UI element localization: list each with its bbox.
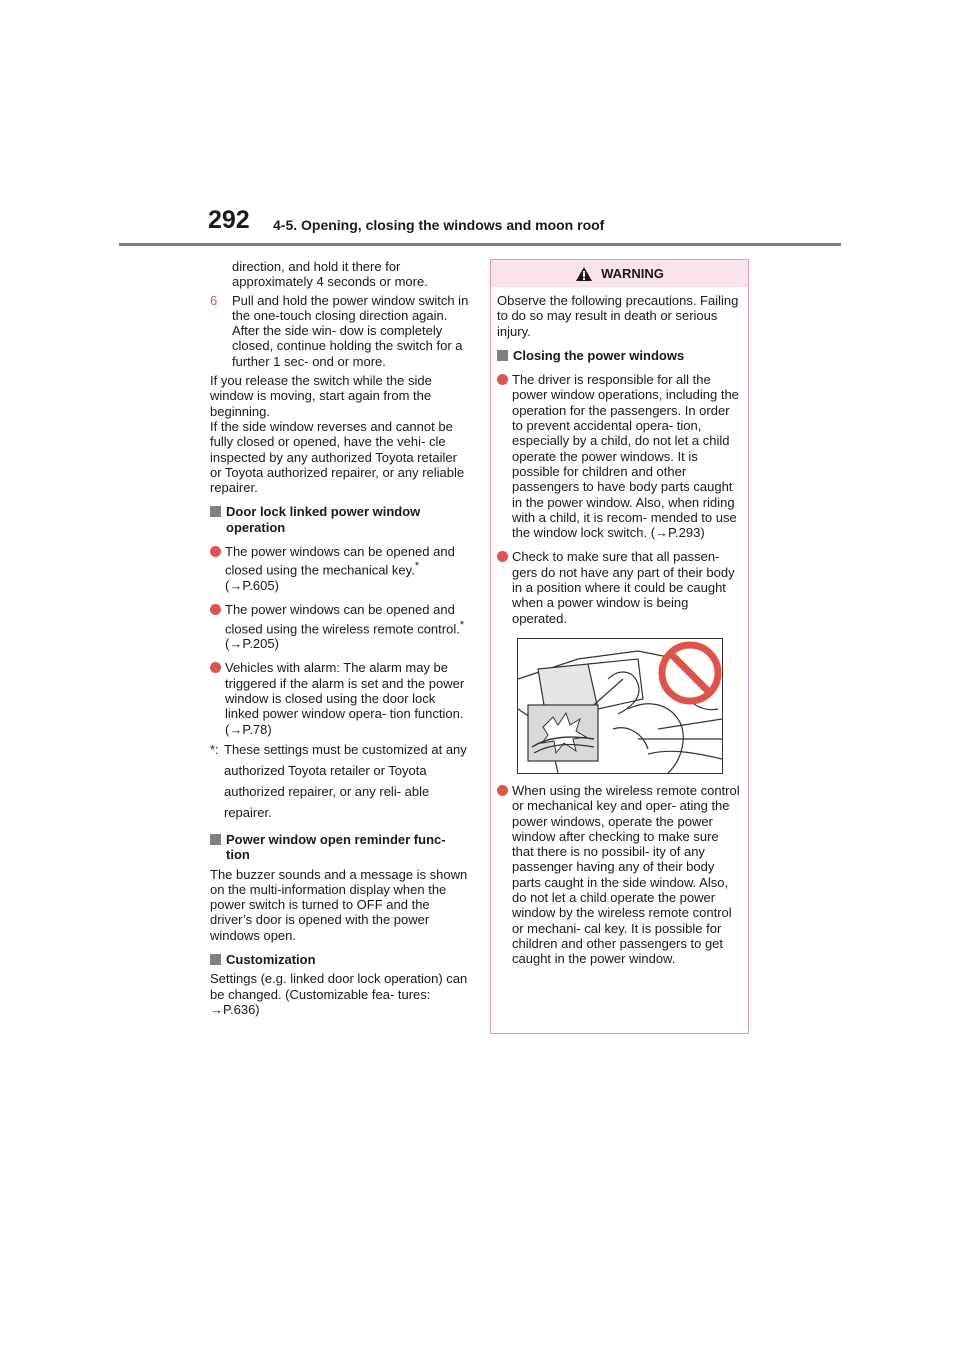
bullet-dot-icon (497, 551, 508, 562)
bullet-dot-icon (210, 546, 221, 557)
bullet-dot-icon (210, 604, 221, 615)
prohibited-hand-in-window-illustration (517, 638, 723, 774)
list-item: Vehicles with alarm: The alarm may be triggered if the alarm is set and the power window is closed using the door lock linked power window opera- tion function. (→P.78) (210, 660, 470, 736)
warning-title: WARNING (601, 265, 664, 281)
bullet-dot-icon (210, 662, 221, 673)
footnote-mark: *: (210, 741, 219, 757)
paragraph-restart: If you release the switch while the side window is moving, start again from the beginning. (210, 373, 432, 419)
warning-triangle-icon (575, 266, 593, 282)
paragraph-reminder: The buzzer sounds and a message is shown on the multi-information display when the power switch is turned to OFF and the driver’s door is opened with the power windows open. (210, 866, 468, 943)
warning-intro: Observe the following precautions. Failing to do so may result in death or serious injury. (497, 293, 739, 339)
list-item: Check to make sure that all passen- gers do not have any part of their body in a position where it could be caught when a power window is being operated. (497, 549, 740, 625)
list-item: The driver is responsible for all the power window operations, including the operation for the passengers. In order to prevent accidental opera- tion, especially by a child, do not let a child operate the power windows. It is possible for children and other passengers to have body parts caught in the power window. Also, when riding with a child, it is recom- mended to use the window lock switch. (→P.293) (497, 372, 740, 540)
section-title: 4-5. Opening, closing the windows and moon roof (273, 217, 605, 233)
bullet-dot-icon (497, 785, 508, 796)
square-bullet-icon (210, 506, 221, 517)
heading-door-lock: Door lock linked power window operation (210, 504, 470, 535)
warning-box (490, 259, 749, 1034)
paragraph-customization: Settings (e.g. linked door lock operation) can be changed. (Customizable fea- tures: →P.636) (210, 971, 468, 1017)
page-reference: (→P.205) (225, 636, 279, 652)
square-bullet-icon (210, 834, 221, 845)
header-rule (119, 243, 841, 246)
page-header (0, 0, 960, 250)
heading-reminder: Power window open reminder func- tion (210, 832, 470, 863)
list-item: The power windows can be opened and closed using the mechanical key.* (→P.605) (210, 544, 470, 593)
square-bullet-icon (210, 954, 221, 965)
left-column (210, 259, 470, 1017)
square-bullet-icon (497, 350, 508, 361)
list-item: When using the wireless remote control or mechanical key and oper- ating the power windows, operate the power window after checking to make sure that there is no possibil- ity of any passenger having any of their body parts caught in the side window. Also, do not let a child operate the power window by the wireless remote control or mechani- cal key. It is possible for children and other passengers to get caught in the power window. (497, 783, 740, 967)
step-number: 6 (210, 292, 218, 308)
step-6 (210, 293, 470, 369)
heading-customization: Customization (210, 952, 470, 967)
step-text: Pull and hold the power window switch in the one-touch closing direction again. After the side win- dow is completely closed, continue holding the switch for a further 1 sec- ond or more. (232, 292, 469, 369)
bullet-dot-icon (497, 374, 508, 385)
page-reference: (→P.605) (225, 577, 279, 593)
footnote (210, 739, 470, 823)
heading-closing-windows: Closing the power windows (497, 348, 740, 363)
page-number: 292 (208, 206, 250, 234)
list-item: The power windows can be opened and closed using the wireless remote control.* (→P.205) (210, 602, 470, 651)
footnote-text: These settings must be customized at any authorized Toyota retailer or Toyota authorized repairer, or any reli- able repairer. (224, 741, 467, 820)
step-continuation: direction, and hold it there for approximately 4 seconds or more. (232, 259, 428, 290)
warning-header (491, 260, 748, 287)
paragraph-reverses: If the side window reverses and cannot be fully closed or opened, have the vehi- cle inspected by any authorized Toyota retailer or Toyota authorized repairer, or any reliable repairer. (210, 418, 465, 496)
